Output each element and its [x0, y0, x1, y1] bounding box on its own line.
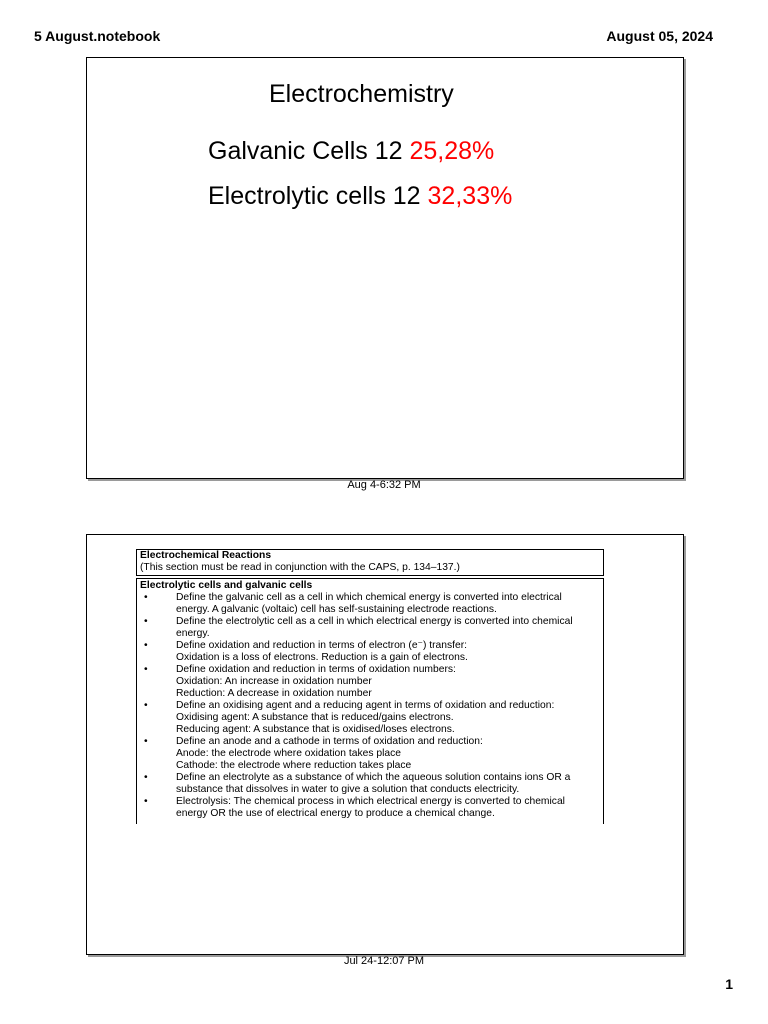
- list-item: [140, 736, 600, 772]
- excerpt-heading: Electrochemical Reactions: [140, 550, 272, 561]
- list-item: [140, 592, 600, 616]
- list-item-line: energy OR the use of electrical energy to produce a chemical change.: [176, 808, 495, 819]
- page-number: 1: [725, 976, 733, 992]
- list-item-line: Reduction: A decrease in oxidation number: [176, 688, 372, 699]
- bullet: •: [144, 664, 148, 675]
- list-item-line: Define the galvanic cell as a cell in which chemical energy is converted into electrical: [176, 592, 562, 603]
- bullet: •: [144, 616, 148, 627]
- list-item-line: Electrolysis: The chemical process in which electrical energy is converted to chemical: [176, 796, 565, 807]
- list-item-line: Define an electrolyte as a substance of which the aqueous solution contains ions OR a: [176, 772, 571, 783]
- list-item-line: energy.: [176, 628, 210, 639]
- galvanic-cells-line: [208, 137, 494, 166]
- header-date: August 05, 2024: [606, 28, 713, 44]
- list-item-line: Define the electrolytic cell as a cell in which electrical energy is converted into chemical: [176, 616, 573, 627]
- notebook-name: 5 August.notebook: [34, 28, 161, 44]
- slide-2: [86, 534, 684, 955]
- list-item: [140, 700, 600, 736]
- bullet: •: [144, 796, 148, 807]
- list-item: [140, 640, 600, 664]
- slide-1-timestamp: Aug 4-6:32 PM: [347, 479, 421, 491]
- bullet: •: [144, 700, 148, 711]
- bullet: •: [144, 736, 148, 747]
- electrolytic-cells-percent: 32,33%: [427, 182, 513, 210]
- list-item: [140, 664, 600, 700]
- galvanic-cells-label: Galvanic Cells 12: [208, 137, 403, 165]
- excerpt-subheading: Electrolytic cells and galvanic cells: [140, 580, 313, 591]
- excerpt-list: [140, 592, 600, 820]
- bullet: •: [144, 772, 148, 783]
- list-item-line: substance that dissolves in water to give a solution that conducts electricity.: [176, 784, 520, 795]
- bullet: •: [144, 592, 148, 603]
- list-item-line: Oxidation is a loss of electrons. Reduction is a gain of electrons.: [176, 652, 468, 663]
- excerpt-body: [136, 578, 604, 824]
- galvanic-cells-percent: 25,28%: [409, 137, 495, 165]
- list-item: [140, 772, 600, 796]
- list-item-line: Define oxidation and reduction in terms of oxidation numbers:: [176, 664, 456, 675]
- slide-2-timestamp: Jul 24-12:07 PM: [343, 955, 425, 967]
- slide-title: Electrochemistry: [269, 80, 454, 108]
- list-item-line: energy. A galvanic (voltaic) cell has self-sustaining electrode reactions.: [176, 604, 497, 615]
- list-item-line: Reducing agent: A substance that is oxidised/loses electrons.: [176, 724, 455, 735]
- list-item-line: Oxidising agent: A substance that is reduced/gains electrons.: [176, 712, 454, 723]
- list-item: [140, 796, 600, 820]
- list-item-line: Anode: the electrode where oxidation takes place: [176, 748, 401, 759]
- excerpt-note: (This section must be read in conjunction with the CAPS, p. 134–137.): [140, 562, 460, 573]
- list-item-line: Cathode: the electrode where reduction takes place: [176, 760, 412, 771]
- list-item-line: Oxidation: An increase in oxidation number: [176, 676, 372, 687]
- slide-1: [86, 57, 684, 479]
- syllabus-excerpt: [136, 549, 604, 824]
- electrolytic-cells-line: [208, 182, 512, 211]
- list-item-line: Define oxidation and reduction in terms of electron (e⁻) transfer:: [176, 640, 468, 651]
- list-item-line: Define an oxidising agent and a reducing agent in terms of oxidation and reduction:: [176, 700, 555, 711]
- list-item-line: Define an anode and a cathode in terms of oxidation and reduction:: [176, 736, 483, 747]
- electrolytic-cells-label: Electrolytic cells 12: [208, 182, 421, 210]
- excerpt-header: [136, 549, 604, 576]
- list-item: [140, 616, 600, 640]
- bullet: •: [144, 640, 148, 651]
